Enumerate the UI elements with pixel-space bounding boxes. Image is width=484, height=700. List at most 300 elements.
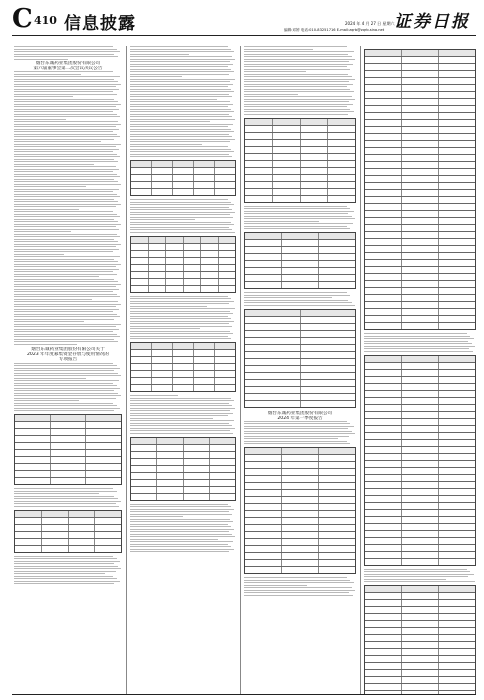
table-cell <box>439 691 475 694</box>
table-cell <box>439 489 475 495</box>
table-row <box>131 265 235 272</box>
table-cell <box>215 189 235 195</box>
table-row <box>365 183 475 190</box>
table-cell <box>194 378 215 384</box>
table-cell <box>439 586 475 592</box>
table-cell <box>273 168 301 174</box>
text-line <box>14 503 116 504</box>
table-row <box>131 438 235 445</box>
table-row <box>365 92 475 99</box>
data-table <box>130 160 236 196</box>
table-cell <box>173 168 194 174</box>
text-line <box>14 124 121 125</box>
table-cell <box>210 487 235 493</box>
text-line <box>14 199 114 200</box>
text-line <box>364 571 470 572</box>
text-line <box>130 71 234 72</box>
table-cell <box>194 343 215 349</box>
table-cell <box>402 113 439 119</box>
text-block <box>14 46 122 60</box>
text-line <box>14 400 79 401</box>
text-line <box>244 431 352 432</box>
table-cell <box>95 532 121 538</box>
table-cell <box>365 183 402 189</box>
text-line <box>14 493 99 494</box>
table-cell <box>365 274 402 280</box>
table-cell <box>439 628 475 634</box>
table-cell <box>402 531 439 537</box>
table-cell <box>365 398 402 404</box>
table-cell <box>365 600 402 606</box>
text-line <box>14 46 113 47</box>
table-row <box>131 459 235 466</box>
table-cell <box>131 385 152 391</box>
table-cell <box>439 440 475 446</box>
table-cell <box>365 496 402 502</box>
table-cell <box>245 380 301 386</box>
data-table <box>364 49 476 330</box>
table-cell <box>245 462 282 468</box>
table-cell <box>365 190 402 196</box>
table-cell <box>51 429 87 435</box>
table-cell <box>184 494 210 500</box>
text-line <box>364 569 467 570</box>
table-cell <box>402 162 439 168</box>
text-line <box>14 81 118 82</box>
text-line <box>244 206 347 207</box>
table-cell <box>402 426 439 432</box>
table-cell <box>439 363 475 369</box>
table-cell <box>402 176 439 182</box>
table-cell <box>365 260 402 266</box>
table-cell <box>215 161 235 167</box>
table-cell <box>282 504 319 510</box>
table-cell <box>86 443 121 449</box>
table-cell <box>439 649 475 655</box>
text-line <box>14 501 121 502</box>
text-line <box>130 531 229 532</box>
text-line <box>14 106 116 107</box>
table-cell <box>201 244 219 250</box>
text-line <box>244 443 350 444</box>
table-row <box>365 64 475 71</box>
table-cell <box>166 237 184 243</box>
text-line <box>14 71 113 72</box>
text-line <box>14 571 116 572</box>
table-cell <box>439 517 475 523</box>
text-line <box>14 231 71 232</box>
text-line <box>130 214 230 215</box>
table-cell <box>86 422 121 428</box>
table-cell <box>365 461 402 467</box>
text-line <box>130 146 228 147</box>
text-line <box>14 214 117 215</box>
table-row <box>245 168 355 175</box>
text-line <box>14 256 120 257</box>
table-cell <box>301 345 356 351</box>
table-cell <box>245 161 273 167</box>
table-cell <box>439 267 475 273</box>
text-line <box>14 156 120 157</box>
table-row <box>15 478 121 484</box>
table-cell <box>328 119 355 125</box>
headline: 2023 年年度募集资金存放与使用情况的 <box>26 352 110 358</box>
table-cell <box>69 525 96 531</box>
table-cell <box>149 244 167 250</box>
text-line <box>14 121 118 122</box>
table-cell <box>402 607 439 613</box>
table-cell <box>152 189 173 195</box>
table-cell <box>365 614 402 620</box>
table-cell <box>402 545 439 551</box>
table-cell <box>131 265 149 271</box>
table-cell <box>402 197 439 203</box>
text-line <box>130 134 229 135</box>
text-line <box>14 56 118 57</box>
table-row <box>365 99 475 106</box>
text-line <box>244 216 352 217</box>
table-cell <box>402 691 439 694</box>
table-cell <box>402 64 439 70</box>
table-cell <box>402 635 439 641</box>
table-cell <box>439 162 475 168</box>
table-row <box>131 364 235 371</box>
text-line <box>130 395 178 396</box>
text-line <box>14 114 117 115</box>
table-cell <box>365 356 402 362</box>
table-cell <box>439 426 475 432</box>
text-line <box>130 318 231 319</box>
table-cell <box>201 279 219 285</box>
table-cell <box>194 350 215 356</box>
table-cell <box>245 469 282 475</box>
table-cell <box>15 539 42 545</box>
text-line <box>14 296 120 297</box>
text-line <box>14 166 116 167</box>
text-line <box>14 395 121 396</box>
table-cell <box>210 445 235 451</box>
text-line <box>14 129 119 130</box>
text-line <box>14 316 120 317</box>
data-table <box>130 437 236 501</box>
table-cell <box>152 378 173 384</box>
table-cell <box>131 438 157 444</box>
table-row <box>365 267 475 274</box>
table-cell <box>439 454 475 460</box>
text-line <box>14 109 119 110</box>
table-row <box>365 113 475 120</box>
table-cell <box>194 168 215 174</box>
table-cell <box>365 106 402 112</box>
table-cell <box>245 553 282 559</box>
data-table <box>14 510 122 553</box>
text-line <box>244 96 352 97</box>
table-cell <box>184 237 202 243</box>
table-row <box>365 412 475 419</box>
table-row <box>245 553 355 560</box>
table-cell <box>365 148 402 154</box>
table-cell <box>328 133 355 139</box>
text-line <box>14 261 118 262</box>
table-cell <box>152 161 173 167</box>
table-row <box>365 225 475 232</box>
text-block <box>244 46 356 408</box>
table-row <box>131 350 235 357</box>
table-cell <box>15 450 51 456</box>
text-line <box>14 204 121 205</box>
table-cell <box>439 92 475 98</box>
table-cell <box>15 457 51 463</box>
text-line <box>14 191 113 192</box>
data-table <box>130 236 236 293</box>
table-cell <box>95 539 121 545</box>
table-row <box>245 331 355 338</box>
text-line <box>130 400 234 401</box>
text-line <box>14 194 117 195</box>
table-cell <box>245 175 273 181</box>
table-cell <box>282 511 319 517</box>
table-cell <box>365 524 402 530</box>
table-cell <box>365 656 402 662</box>
table-cell <box>245 359 301 365</box>
table-cell <box>245 455 282 461</box>
table-cell <box>402 670 439 676</box>
table-cell <box>402 482 439 488</box>
table-cell <box>152 168 173 174</box>
table-row <box>15 415 121 422</box>
table-row <box>131 452 235 459</box>
text-line <box>14 311 113 312</box>
text-line <box>130 524 228 525</box>
text-line <box>130 156 232 157</box>
text-line <box>364 579 446 580</box>
table-row <box>245 240 355 247</box>
text-line <box>130 408 235 409</box>
table-cell <box>402 253 439 259</box>
text-line <box>364 346 475 347</box>
table-row <box>365 559 475 565</box>
table-cell <box>319 240 355 246</box>
table-row <box>365 246 475 253</box>
table-cell <box>201 265 219 271</box>
table-row <box>365 85 475 92</box>
table-cell <box>365 323 402 329</box>
table-cell <box>301 126 329 132</box>
table-cell <box>245 401 301 407</box>
table-cell <box>365 232 402 238</box>
text-line <box>14 86 116 87</box>
table-cell <box>15 429 51 435</box>
table-row <box>365 204 475 211</box>
text-line <box>14 321 84 322</box>
table-cell <box>210 473 235 479</box>
table-row <box>15 422 121 429</box>
table-cell <box>282 539 319 545</box>
text-line <box>130 46 228 47</box>
table-cell <box>439 253 475 259</box>
table-row <box>245 182 355 189</box>
table-cell <box>215 175 235 181</box>
table-row <box>365 239 475 246</box>
table-cell <box>245 490 282 496</box>
table-cell <box>301 140 329 146</box>
table-row <box>365 628 475 635</box>
table-row <box>15 511 121 518</box>
table-cell <box>173 343 194 349</box>
table-cell <box>439 183 475 189</box>
table-cell <box>319 553 355 559</box>
table-cell <box>131 272 149 278</box>
table-cell <box>319 254 355 260</box>
text-line <box>130 199 228 200</box>
table-cell <box>439 447 475 453</box>
table-cell <box>301 147 329 153</box>
table-cell <box>15 443 51 449</box>
table-row <box>245 268 355 275</box>
table-cell <box>245 254 282 260</box>
text-line <box>14 131 113 132</box>
text-line <box>244 436 349 437</box>
text-line <box>130 224 234 225</box>
table-row <box>131 445 235 452</box>
table-cell <box>365 670 402 676</box>
table-cell <box>301 196 329 202</box>
table-cell <box>245 476 282 482</box>
text-line <box>14 234 117 235</box>
table-row <box>365 377 475 384</box>
text-line <box>14 51 120 52</box>
text-line <box>244 104 353 105</box>
table-cell <box>184 459 210 465</box>
text-line <box>244 590 355 591</box>
text-line <box>244 297 332 298</box>
table-cell <box>194 182 215 188</box>
table-cell <box>319 448 355 454</box>
text-line <box>244 223 353 224</box>
table-cell <box>282 261 319 267</box>
table-cell <box>402 148 439 154</box>
column-divider <box>240 46 241 694</box>
table-cell <box>210 480 235 486</box>
text-line <box>130 64 233 65</box>
table-cell <box>273 189 301 195</box>
table-cell <box>273 147 301 153</box>
table-cell <box>439 531 475 537</box>
text-line <box>14 336 120 337</box>
table-cell <box>319 282 355 288</box>
table-cell <box>365 691 402 694</box>
table-cell <box>319 476 355 482</box>
table-cell <box>402 183 439 189</box>
text-line <box>130 94 229 95</box>
table-cell <box>245 560 282 566</box>
table-cell <box>365 384 402 390</box>
headline: 烟台东诚药业集团股份有限公司 <box>35 61 101 66</box>
text-line <box>130 111 234 112</box>
text-line <box>244 218 355 219</box>
table-cell <box>365 127 402 133</box>
table-cell <box>365 677 402 683</box>
table-row <box>245 196 355 202</box>
table-row <box>131 182 235 189</box>
table-cell <box>402 78 439 84</box>
table-row <box>245 476 355 483</box>
text-line <box>130 114 229 115</box>
text-line <box>130 109 231 110</box>
table-cell <box>95 525 121 531</box>
table-cell <box>439 57 475 63</box>
table-row <box>365 642 475 649</box>
table-cell <box>402 649 439 655</box>
table-row <box>365 78 475 85</box>
table-cell <box>173 364 194 370</box>
text-line <box>130 311 230 312</box>
table-cell <box>86 464 121 470</box>
table-cell <box>319 233 355 239</box>
text-line <box>14 89 119 90</box>
text-line <box>14 266 116 267</box>
text-line <box>130 306 207 307</box>
table-cell <box>152 371 173 377</box>
table-cell <box>328 161 355 167</box>
table-cell <box>439 593 475 599</box>
table-row <box>245 233 355 240</box>
table-cell <box>402 447 439 453</box>
table-cell <box>365 295 402 301</box>
table-cell <box>184 487 210 493</box>
table-cell <box>273 140 301 146</box>
table-cell <box>365 454 402 460</box>
text-line <box>244 211 354 212</box>
text-line <box>14 229 119 230</box>
text-line <box>14 221 118 222</box>
newspaper-logo: 证券日报 <box>394 12 470 32</box>
table-cell <box>152 182 173 188</box>
table-cell <box>15 471 51 477</box>
text-line <box>14 119 66 120</box>
table-cell <box>201 286 219 292</box>
table-cell <box>402 120 439 126</box>
table-cell <box>439 370 475 376</box>
table-cell <box>439 127 475 133</box>
table-cell <box>402 295 439 301</box>
page-number: 410 <box>34 14 57 27</box>
text-line <box>14 146 116 147</box>
table-cell <box>402 489 439 495</box>
table-cell <box>439 302 475 308</box>
text-line <box>130 202 231 203</box>
table-cell <box>184 466 210 472</box>
table-cell <box>245 539 282 545</box>
table-cell <box>173 350 194 356</box>
table-cell <box>439 468 475 474</box>
text-line <box>14 241 118 242</box>
table-cell <box>301 338 356 344</box>
editor-line: 编辑:邓婷 电话:010-83251716 E-mail:zqrb@zqrb.sina.net <box>284 28 385 32</box>
table-cell <box>245 366 301 372</box>
table-cell <box>42 525 69 531</box>
text-line <box>130 116 232 117</box>
text-line <box>130 151 234 152</box>
table-cell <box>439 218 475 224</box>
text-line <box>14 309 119 310</box>
table-cell <box>152 350 173 356</box>
table-cell <box>402 677 439 683</box>
table-cell <box>319 497 355 503</box>
table-cell <box>282 462 319 468</box>
table-row <box>365 475 475 482</box>
text-line <box>14 161 118 162</box>
